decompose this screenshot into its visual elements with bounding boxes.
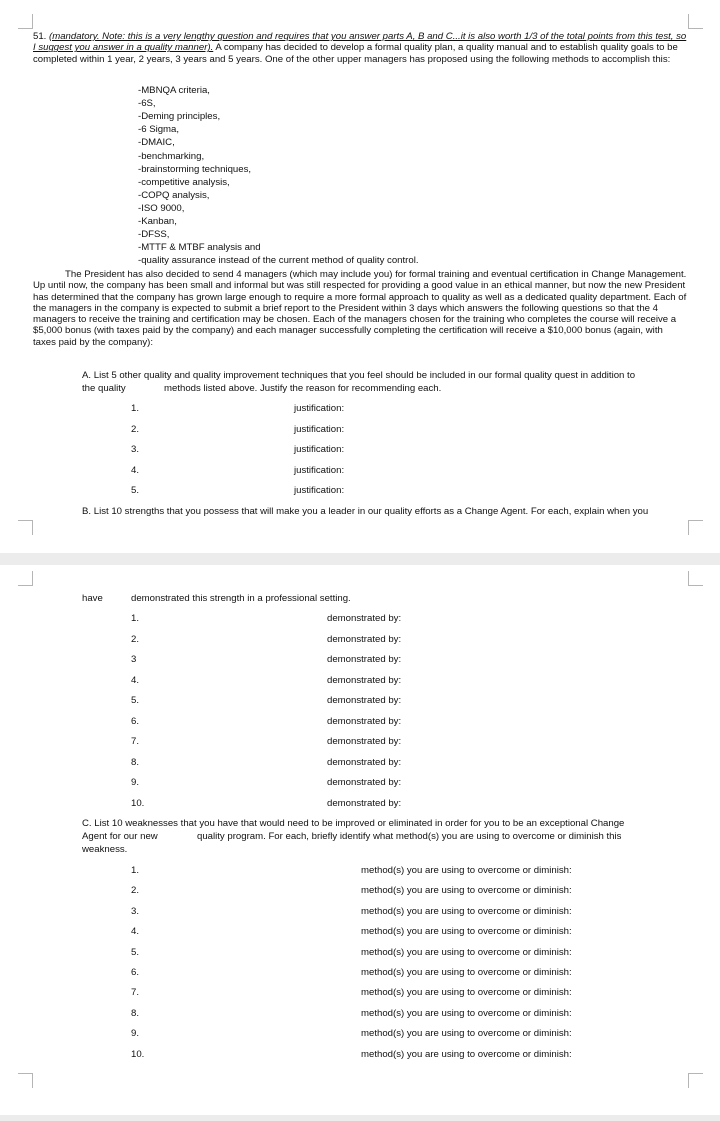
demonstrated-by-label: demonstrated by: xyxy=(327,695,402,706)
method-item: -MBNQA criteria, xyxy=(138,85,210,96)
part-c-prompt-end2: weakness. xyxy=(82,844,128,855)
part-c-prompt-cont: Agent for our new xyxy=(82,831,158,842)
method-label: method(s) you are using to overcome or diminish: xyxy=(361,946,572,958)
question-intro-text: A company has decided to develop a formal quality plan, a quality manual and to establish quality goals to be completed within 1 year, 2 years, 3 years and 5 years. One of the other upper managers has proposed using the following methods to accomplish this: xyxy=(33,42,678,65)
demonstrated-by-label: demonstrated by: xyxy=(327,613,402,624)
demonstrated-by-label: demonstrated by: xyxy=(327,756,402,768)
crop-mark xyxy=(688,520,703,535)
method-item: -Deming principles, xyxy=(138,111,221,123)
item-number: 2. xyxy=(131,423,140,435)
justification-label: justification: xyxy=(294,423,345,435)
question-number: 51. xyxy=(33,31,47,42)
item-number: 3 xyxy=(131,654,137,665)
demonstrated-by-label: demonstrated by: xyxy=(327,654,402,665)
crop-mark xyxy=(18,571,33,586)
method-label: method(s) you are using to overcome or diminish: xyxy=(361,865,572,876)
item-number: 6. xyxy=(131,967,140,978)
method-item: -6 Sigma, xyxy=(138,124,180,136)
method-label: method(s) you are using to overcome or diminish: xyxy=(361,1007,572,1019)
justification-label: justification: xyxy=(294,444,345,455)
item-number: 7. xyxy=(131,736,140,747)
item-number: 9. xyxy=(131,1028,140,1040)
president-paragraph: The President has also decided to send 4 managers (which may include you) for formal training and eventual certification in Change Management. Up until now, the company has been small and informal but was still respected for providing a good value in an ethical manner, but now the new President has determined that the company has grown large enough to require a more formal approach to quality as well as a dedicated quality department. Each of the managers in the company is expected to submit a brief report to the President within 3 days which answers the following questions so that the 4 managers to receive the training and certification may be chosen. Each of the managers chosen for the training who completes the course will receive a $5,000 bonus (with taxes paid by the company) and each manager successfully completing the certification will receive a $10,000 bonus (again, with taxes paid by the company): xyxy=(33,269,687,348)
item-number: 1. xyxy=(131,613,140,624)
item-number: 8. xyxy=(131,756,140,768)
crop-mark xyxy=(688,14,703,29)
method-item: -quality assurance instead of the current method of quality control. xyxy=(138,255,419,267)
item-number: 3. xyxy=(131,905,140,917)
item-number: 3. xyxy=(131,444,140,455)
method-label: method(s) you are using to overcome or diminish: xyxy=(361,987,572,999)
part-b-prompt-cont: demonstrated this strength in a professional setting. xyxy=(131,593,351,604)
method-label: method(s) you are using to overcome or diminish: xyxy=(361,1028,572,1040)
method-item: -competitive analysis, xyxy=(138,176,230,188)
item-number: 5. xyxy=(131,485,140,496)
method-label: method(s) you are using to overcome or diminish: xyxy=(361,1048,572,1060)
method-label: method(s) you are using to overcome or diminish: xyxy=(361,967,572,978)
part-b-prompt-cont-word: have xyxy=(82,593,103,604)
method-item: -DMAIC, xyxy=(138,137,175,149)
item-number: 4. xyxy=(131,674,140,686)
item-number: 6. xyxy=(131,715,140,727)
mandatory-note: (mandatory. Note: this is a very lengthy question and requires that you answer parts A, B and C...it is also worth 1/3 of the total points from this test, so I suggest you answer in a quality manner). xyxy=(33,31,687,54)
item-number: 2. xyxy=(131,633,140,645)
item-number: 10. xyxy=(131,797,145,809)
method-item: -brainstorming techniques, xyxy=(138,163,252,175)
item-number: 2. xyxy=(131,885,140,897)
document-page-1 xyxy=(0,0,720,553)
item-number: 5. xyxy=(131,695,140,706)
justification-label: justification: xyxy=(294,403,345,414)
demonstrated-by-label: demonstrated by: xyxy=(327,674,402,686)
demonstrated-by-label: demonstrated by: xyxy=(327,777,402,788)
method-label: method(s) you are using to overcome or diminish: xyxy=(361,905,572,917)
item-number: 5. xyxy=(131,946,140,958)
part-b-prompt: B. List 10 strengths that you possess that will make you a leader in our quality efforts as a Change Agent. For each, explain when you xyxy=(82,506,649,517)
part-c-prompt-end: quality program. For each, briefly identify what method(s) you are using to overcome or diminish this xyxy=(197,831,622,842)
method-item: -benchmarking, xyxy=(138,150,205,162)
method-item: -6S, xyxy=(138,98,156,110)
part-a-prompt-end: methods listed above. Justify the reason for recommending each. xyxy=(164,383,442,394)
item-number: 9. xyxy=(131,777,140,788)
method-item: -COPQ analysis, xyxy=(138,189,210,201)
part-a-prompt: A. List 5 other quality and quality improvement techniques that you feel should be included in our formal quality quest in addition to xyxy=(82,370,636,381)
part-a-prompt-cont: the quality xyxy=(82,383,126,394)
item-number: 1. xyxy=(131,865,140,876)
demonstrated-by-label: demonstrated by: xyxy=(327,797,402,809)
method-item: -DFSS, xyxy=(138,229,170,241)
crop-mark xyxy=(18,14,33,29)
item-number: 4. xyxy=(131,926,140,938)
item-number: 1. xyxy=(131,403,140,414)
demonstrated-by-label: demonstrated by: xyxy=(327,715,402,727)
crop-mark xyxy=(688,571,703,586)
item-number: 8. xyxy=(131,1007,140,1019)
justification-label: justification: xyxy=(294,464,345,476)
method-label: method(s) you are using to overcome or diminish: xyxy=(361,926,572,938)
item-number: 4. xyxy=(131,464,140,476)
crop-mark xyxy=(688,1073,703,1088)
demonstrated-by-label: demonstrated by: xyxy=(327,633,402,645)
method-item: -MTTF & MTBF analysis and xyxy=(138,242,261,254)
question-intro xyxy=(33,31,688,65)
method-item: -Kanban, xyxy=(138,216,177,227)
item-number: 7. xyxy=(131,987,140,999)
demonstrated-by-label: demonstrated by: xyxy=(327,736,402,747)
part-c-prompt: C. List 10 weaknesses that you have that would need to be improved or eliminated in order for you to be an exceptional Change xyxy=(82,818,625,829)
crop-mark xyxy=(18,1073,33,1088)
method-label: method(s) you are using to overcome or diminish: xyxy=(361,885,572,897)
crop-mark xyxy=(18,520,33,535)
method-item: -ISO 9000, xyxy=(138,202,185,214)
item-number: 10. xyxy=(131,1048,145,1060)
document-page-2 xyxy=(0,565,720,1115)
justification-label: justification: xyxy=(294,485,345,496)
